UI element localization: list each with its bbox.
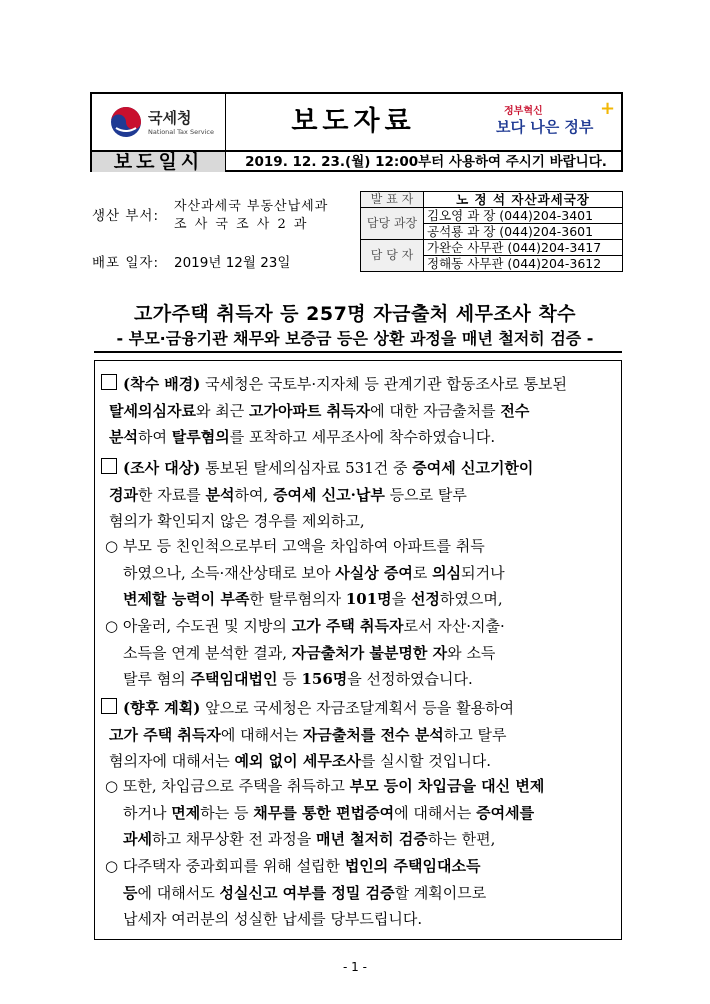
date-value: 2019년 12월 23일 [174, 255, 291, 271]
staff-row: 정해동 사무관 (044)204-3612 [424, 256, 623, 272]
sub-item-4: ○ 다주택자 중과회피를 위해 설립한 법인의 주택임대소득 등에 대해서도 성실신고 여부를 정밀 검증할 계획이므로 납세자 여러분의 성실한 납세를 당부드립니다. [105, 857, 487, 928]
release-text: 2019. 12. 23.(월) 12:00부터 사용하여 주시기 바랍니다. [245, 154, 607, 170]
date-label: 배포 일자: [92, 255, 160, 271]
sub-item-2: ○ 아울러, 수도권 및 지방의 고가 주택 취득자로서 자산·지출· 소득을 연계 분석한 결과, 자금출처가 불분명한 자와 소득 탈루 혐의 주택임대법인 등 156명을 선정하였습니다. [105, 617, 505, 688]
agency-name-en: National Tax Service [148, 128, 214, 136]
manager-label: 담당 과장 [361, 208, 424, 240]
subheadline: - 부모·금융기관 채무와 보증금 등은 상환 과정을 매년 철저히 검증 - [116, 329, 594, 348]
sub-item-3: ○ 또한, 차입금으로 주택을 취득하고 부모 등이 차입금을 대신 변제 하거나 면제하는 등 채무를 통한 편법증여에 대해서는 증여세를 과세하고 채무상환 전 과정을 매년 철저히 검증하는 한편, [105, 777, 545, 848]
manager-row: 김오영 과 장 (044)204-3401 [424, 208, 623, 224]
manager-row: 공석룡 과 장 (044)204-3601 [424, 224, 623, 240]
paragraph-background: (착수 배경) 국세청은 국토부·지자체 등 관계기관 합동조사로 통보된 탈세의심자료와 최근 고가아파트 취득자에 대한 자금출처를 전수 분석하여 탈루혐의를 포착하고 세무조사에 착수하였습니다. [101, 371, 567, 451]
gov-slogan-main: 보다 나은 정부 [496, 118, 594, 136]
dept-line1: 자산과세국 부동산납세과 [174, 199, 329, 214]
dept-label: 생산 부서: [92, 208, 160, 224]
circle-bullet-icon: ○ [105, 857, 119, 875]
checkbox-icon [101, 458, 117, 474]
release-label: 보도일시 [92, 152, 226, 172]
header-box [90, 92, 623, 172]
presenter-value: 노 정 석 자산과세국장 [424, 192, 623, 208]
title-rule [94, 351, 622, 353]
gov-slogan-top: 정부혁신 [504, 106, 543, 117]
presenter-label: 발 표 자 [361, 192, 424, 208]
agency-name: 국세청 [148, 109, 192, 127]
release-row [92, 150, 621, 172]
paragraph-target: (조사 대상) 통보된 탈세의심자료 531건 중 증여세 신고기한이 경과한 자료를 분석하여, 증여세 신고·납부 등으로 탈루 혐의가 확인되지 않은 경우를 제외하고, [101, 455, 533, 535]
taegeuk-logo-icon [110, 106, 142, 138]
page-number: - 1 - [343, 960, 367, 974]
body-box [94, 360, 622, 940]
staff-row: 가완순 사무관 (044)204-3417 [424, 240, 623, 256]
checkbox-icon [101, 374, 117, 390]
checkbox-icon [101, 698, 117, 714]
staff-label: 담 당 자 [361, 240, 424, 272]
dept-line2: 조 사 국 조 사 2 과 [174, 217, 309, 232]
paragraph-plan: (향후 계획) 앞으로 국세청은 자금조달계획서 등을 활용하여 고가 주택 취득자에 대해서는 자금출처를 전수 분석하고 탈루 혐의자에 대해서는 예외 없이 세무조사를 실시할 것입니다. [101, 695, 514, 775]
gov-slogan-cell [482, 94, 623, 150]
doc-title: 보도자료 [291, 106, 416, 137]
agency-logo-cell [92, 94, 226, 150]
circle-bullet-icon: ○ [105, 617, 119, 635]
headline: 고가주택 취득자 등 257명 자금출처 세무조사 착수 [133, 303, 577, 325]
circle-bullet-icon: ○ [105, 777, 119, 795]
circle-bullet-icon: ○ [105, 537, 119, 555]
contact-table [360, 191, 623, 272]
plus-icon: + [600, 98, 616, 119]
sub-item-1: ○ 부모 등 친인척으로부터 고액을 차입하여 아파트를 취득 하였으나, 소득·재산상태로 보아 사실상 증여로 의심되거나 변제할 능력이 부족한 탈루혐의자 101명을 선정하였으며, [105, 537, 505, 608]
